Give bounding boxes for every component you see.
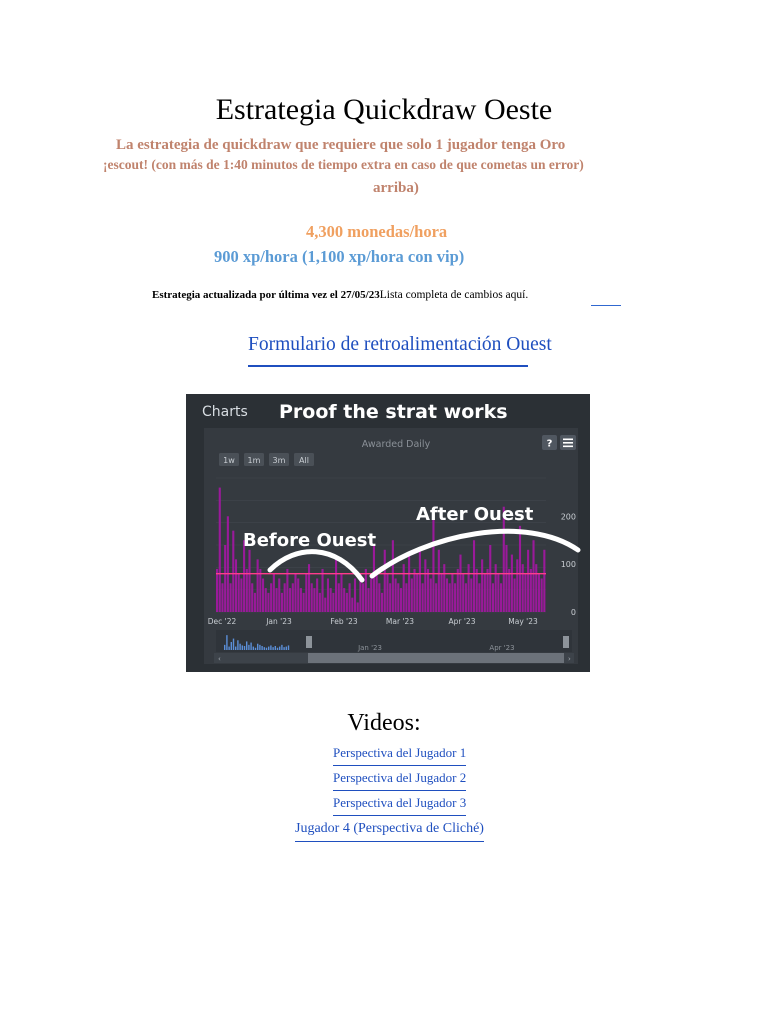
feedback-form-link[interactable]: Formulario de retroalimentación Ouest bbox=[248, 334, 552, 355]
bar bbox=[449, 583, 451, 612]
bar bbox=[294, 574, 296, 612]
bar bbox=[370, 579, 372, 613]
bar bbox=[335, 559, 337, 612]
bar bbox=[500, 583, 502, 612]
bar bbox=[486, 569, 488, 612]
bar bbox=[281, 593, 283, 612]
y-tick-label: 100 bbox=[560, 560, 576, 570]
range-button-label: 1m bbox=[247, 456, 261, 465]
bar bbox=[240, 579, 242, 613]
bar bbox=[508, 569, 510, 612]
bar bbox=[311, 583, 313, 612]
bar bbox=[365, 569, 367, 612]
chart-title: Awarded Daily bbox=[361, 439, 431, 450]
bar bbox=[267, 593, 269, 612]
bar bbox=[338, 583, 340, 612]
bar bbox=[511, 555, 513, 612]
bar bbox=[422, 583, 424, 612]
navigator-bar bbox=[261, 646, 262, 650]
proof-chart-image bbox=[186, 394, 590, 672]
navigator-bar bbox=[255, 648, 256, 650]
bar bbox=[308, 564, 310, 612]
bar bbox=[376, 574, 378, 612]
bar bbox=[235, 559, 237, 612]
bar bbox=[230, 583, 232, 612]
bar bbox=[278, 579, 280, 613]
xp-rate: 900 xp/hora (1,100 xp/hora con vip) bbox=[214, 247, 465, 266]
navigator-bar bbox=[226, 635, 227, 650]
bar bbox=[284, 583, 286, 612]
proof-caption: Proof the strat works bbox=[279, 401, 508, 423]
bar bbox=[386, 574, 388, 612]
navigator-bar bbox=[281, 645, 282, 650]
bar bbox=[221, 583, 223, 612]
bar bbox=[224, 545, 226, 612]
update-label: Estrategia actualizada por última vez el 27/05/23 bbox=[152, 289, 380, 301]
bar bbox=[465, 583, 467, 612]
bar bbox=[438, 550, 440, 612]
bar bbox=[216, 569, 218, 612]
bar bbox=[424, 559, 426, 612]
bar bbox=[522, 564, 524, 612]
y-tick-label: 200 bbox=[560, 512, 576, 522]
hamburger-menu-icon bbox=[563, 439, 573, 448]
bar bbox=[524, 574, 526, 612]
navigator-bar bbox=[228, 647, 229, 650]
feedback-link-underline bbox=[248, 365, 528, 367]
scroll-right-icon[interactable]: › bbox=[568, 655, 571, 663]
help-icon: ? bbox=[546, 438, 553, 450]
scroll-left-icon[interactable]: ‹ bbox=[218, 655, 221, 663]
bar bbox=[246, 569, 248, 612]
navigator-bar bbox=[237, 640, 238, 650]
bar bbox=[373, 545, 375, 612]
bar bbox=[292, 583, 294, 612]
bar bbox=[443, 564, 445, 612]
bar bbox=[297, 579, 299, 613]
bar bbox=[413, 569, 415, 612]
bar bbox=[535, 564, 537, 612]
bar bbox=[254, 593, 256, 612]
bar bbox=[408, 555, 410, 612]
videos-heading: Videos: bbox=[347, 710, 421, 736]
bar bbox=[313, 588, 315, 612]
navigator-left-handle[interactable] bbox=[306, 636, 312, 648]
bar bbox=[300, 588, 302, 612]
bar bbox=[378, 583, 380, 612]
bar bbox=[441, 574, 443, 612]
update-note bbox=[152, 289, 528, 301]
navigator-bar bbox=[246, 641, 247, 650]
navigator-bar bbox=[277, 648, 278, 650]
bar bbox=[541, 579, 543, 613]
range-button-label: All bbox=[299, 456, 309, 465]
video-link-player-2[interactable]: Perspectiva del Jugador 2 bbox=[333, 770, 466, 791]
bar bbox=[495, 564, 497, 612]
after-ouest-label: After Ouest bbox=[416, 504, 534, 525]
bar bbox=[470, 579, 472, 613]
bar bbox=[454, 583, 456, 612]
bar bbox=[532, 540, 534, 612]
bar bbox=[478, 583, 480, 612]
bar bbox=[484, 574, 486, 612]
navigator-right-handle[interactable] bbox=[563, 636, 569, 648]
range-button-label: 1w bbox=[223, 456, 235, 465]
bar bbox=[516, 559, 518, 612]
bar bbox=[451, 574, 453, 612]
navigator-bar bbox=[272, 647, 273, 650]
x-tick-label: Mar '23 bbox=[385, 617, 415, 626]
bar bbox=[427, 569, 429, 612]
bar bbox=[232, 531, 234, 612]
bar bbox=[459, 555, 461, 612]
x-tick-label: Jan '23 bbox=[266, 617, 292, 626]
navigator-bar bbox=[266, 648, 267, 650]
subtitle-line-3: arriba) bbox=[373, 180, 419, 196]
bar bbox=[332, 593, 334, 612]
bar bbox=[316, 579, 318, 613]
bar bbox=[238, 574, 240, 612]
navigator-bar bbox=[264, 647, 265, 650]
navigator-bar bbox=[275, 646, 276, 650]
bar bbox=[492, 583, 494, 612]
navigator-bar bbox=[244, 646, 245, 650]
bar bbox=[251, 583, 253, 612]
y-tick-label: 0 bbox=[570, 608, 576, 617]
empty-link-underline[interactable] bbox=[591, 305, 621, 306]
bar bbox=[303, 593, 305, 612]
navigator-scrollbar-thumb[interactable] bbox=[308, 653, 564, 663]
bar bbox=[395, 579, 397, 613]
bar bbox=[219, 488, 221, 612]
navigator-bar bbox=[259, 645, 260, 650]
navigator-bar bbox=[286, 647, 287, 650]
bar bbox=[259, 569, 261, 612]
bar bbox=[357, 602, 359, 612]
navigator-tick-label: Jan '23 bbox=[358, 644, 382, 652]
bar bbox=[411, 579, 413, 613]
bar bbox=[457, 569, 459, 612]
bar bbox=[476, 569, 478, 612]
navigator-bar bbox=[242, 645, 243, 650]
x-tick-label: Dec '22 bbox=[207, 617, 237, 626]
bar bbox=[468, 564, 470, 612]
bar bbox=[446, 579, 448, 613]
bar bbox=[543, 550, 545, 612]
navigator-bar bbox=[224, 645, 225, 650]
navigator-bar bbox=[233, 639, 234, 650]
bar bbox=[289, 588, 291, 612]
bar bbox=[505, 545, 507, 612]
bar bbox=[519, 526, 521, 612]
bar bbox=[327, 579, 329, 613]
navigator-bar bbox=[279, 647, 280, 650]
bar bbox=[416, 574, 418, 612]
navigator-bar bbox=[239, 644, 240, 650]
bar bbox=[430, 579, 432, 613]
navigator-bar bbox=[288, 645, 289, 650]
x-tick-label: Feb '23 bbox=[330, 617, 358, 626]
bar bbox=[389, 583, 391, 612]
navigator-bar bbox=[248, 645, 249, 650]
bar bbox=[397, 583, 399, 612]
bar bbox=[405, 583, 407, 612]
navigator-bar bbox=[270, 645, 271, 650]
charts-header: Charts bbox=[202, 404, 248, 420]
subtitle-line-1: La estrategia de quickdraw que requiere que solo 1 jugador tenga Oro bbox=[116, 137, 566, 153]
video-link-player-1[interactable]: Perspectiva del Jugador 1 bbox=[333, 745, 466, 766]
x-tick-label: Apr '23 bbox=[448, 617, 476, 626]
bar bbox=[362, 583, 364, 612]
bar bbox=[340, 574, 342, 612]
bar bbox=[343, 588, 345, 612]
bar bbox=[270, 583, 272, 612]
bar bbox=[419, 550, 421, 612]
bar bbox=[527, 550, 529, 612]
bar bbox=[489, 545, 491, 612]
bar bbox=[346, 593, 348, 612]
navigator-bar bbox=[235, 647, 236, 650]
bar bbox=[265, 588, 267, 612]
page-title: Estrategia Quickdraw Oeste bbox=[215, 93, 553, 126]
bar bbox=[392, 540, 394, 612]
bar bbox=[354, 579, 356, 613]
bar bbox=[351, 598, 353, 612]
bar bbox=[381, 593, 383, 612]
bar bbox=[262, 579, 264, 613]
bar bbox=[248, 550, 250, 612]
subtitle-line-2: ¡escout! (con más de 1:40 minutos de tiempo extra en caso de que cometas un error) bbox=[103, 157, 584, 172]
navigator-bar bbox=[283, 647, 284, 650]
changes-link[interactable]: Lista completa de cambios aquí. bbox=[379, 289, 529, 301]
range-button-label: 3m bbox=[272, 456, 286, 465]
bar bbox=[257, 559, 259, 612]
bar bbox=[384, 550, 386, 612]
before-ouest-label: Before Ouest bbox=[243, 530, 377, 551]
bar bbox=[319, 593, 321, 612]
bar bbox=[538, 574, 540, 612]
navigator-bar bbox=[257, 644, 258, 650]
bar bbox=[227, 516, 229, 612]
bar bbox=[435, 583, 437, 612]
bar bbox=[286, 569, 288, 612]
bar bbox=[481, 559, 483, 612]
bar bbox=[462, 574, 464, 612]
bar bbox=[276, 588, 278, 612]
bar bbox=[321, 569, 323, 612]
navigator-bar bbox=[253, 647, 254, 650]
bar bbox=[324, 598, 326, 612]
bar bbox=[432, 516, 434, 612]
navigator-tick-label: Apr '23 bbox=[489, 644, 515, 652]
navigator-bar bbox=[250, 643, 251, 650]
navigator-bar bbox=[268, 647, 269, 650]
bar bbox=[473, 540, 475, 612]
bar bbox=[400, 588, 402, 612]
navigator-bar bbox=[231, 642, 232, 650]
bar bbox=[403, 564, 405, 612]
bar bbox=[330, 588, 332, 612]
bar bbox=[349, 583, 351, 612]
bar bbox=[497, 574, 499, 612]
bar bbox=[305, 574, 307, 612]
bar bbox=[273, 574, 275, 612]
chart-svg bbox=[186, 394, 590, 672]
video-link-player-4[interactable]: Jugador 4 (Perspectiva de Cliché) bbox=[295, 821, 484, 842]
x-tick-label: May '23 bbox=[508, 617, 538, 626]
bar bbox=[367, 588, 369, 612]
coins-rate: 4,300 monedas/hora bbox=[306, 222, 448, 241]
bar bbox=[530, 569, 532, 612]
bar bbox=[514, 579, 516, 613]
video-link-player-3[interactable]: Perspectiva del Jugador 3 bbox=[333, 795, 466, 816]
